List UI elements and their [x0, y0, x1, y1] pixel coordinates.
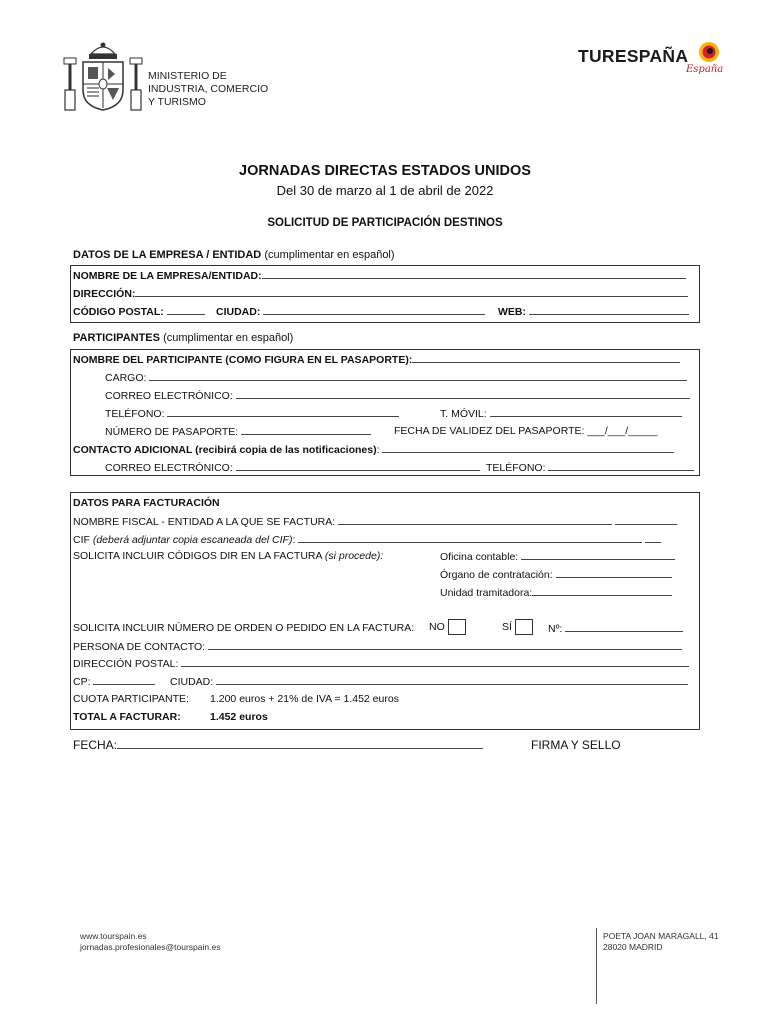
- participantes-heading: [73, 332, 293, 344]
- page-title: JORNADAS DIRECTAS ESTADOS UNIDOS: [239, 163, 531, 179]
- empresa-ciudad-field[interactable]: [216, 304, 485, 319]
- dir-codes-text: SOLICITA INCLUIR CÓDIGOS DIR EN LA FACTURA: [73, 550, 322, 562]
- participantes-heading-note: (cumplimentar en español): [163, 332, 294, 344]
- fact-cp-label: CP:: [73, 676, 91, 688]
- event-dates: Del 30 de marzo al 1 de abril de 2022: [276, 183, 494, 198]
- nombre-fiscal-label: NOMBRE FISCAL - ENTIDAD A LA QUE SE FACTURA:: [73, 516, 336, 528]
- empresa-heading-label: DATOS DE LA EMPRESA / ENTIDAD: [73, 249, 262, 261]
- participante-cargo-label: CARGO:: [105, 372, 147, 384]
- ministry-line-1: MINISTERIO DE: [148, 70, 227, 82]
- participante-correo-label: CORREO ELECTRÓNICO:: [105, 390, 233, 402]
- orden-si-option[interactable]: [502, 619, 533, 635]
- fact-ciudad-field[interactable]: [170, 674, 688, 689]
- empresa-web-label: WEB:: [498, 306, 526, 318]
- direccion-postal-label: DIRECCIÓN POSTAL:: [73, 658, 179, 670]
- contacto-correo-label: CORREO ELECTRÓNICO:: [105, 462, 233, 474]
- orden-numero-label: Nº:: [548, 623, 563, 635]
- contacto-telefono-field[interactable]: [486, 460, 694, 475]
- empresa-heading-note: (cumplimentar en español): [264, 249, 395, 261]
- participante-pasaporte-field[interactable]: [105, 424, 371, 439]
- empresa-direccion-field[interactable]: [73, 286, 688, 301]
- facturacion-heading: DATOS PARA FACTURACIÓN: [73, 497, 220, 509]
- empresa-nombre-field[interactable]: [73, 268, 686, 283]
- nombre-fiscal-field[interactable]: [73, 514, 677, 529]
- fecha-label: FECHA:: [73, 738, 118, 752]
- total-label: TOTAL A FACTURAR:: [73, 711, 181, 723]
- empresa-heading: [73, 249, 395, 261]
- footer-address-line-2: 28020 MADRID: [603, 942, 663, 952]
- participante-correo-field[interactable]: [105, 388, 690, 403]
- sun-icon: [697, 40, 721, 66]
- cif-label: CIF: [73, 534, 90, 546]
- participante-nombre-label: NOMBRE DEL PARTICIPANTE (COMO FIGURA EN EL PASAPORTE):: [73, 354, 413, 366]
- ministry-line-3: Y TURISMO: [148, 96, 206, 108]
- contacto-telefono-label: TELÉFONO:: [486, 462, 546, 474]
- participantes-heading-label: PARTICIPANTES: [73, 332, 160, 344]
- dir-codes-label: [73, 549, 383, 563]
- firma-sello-label: FIRMA Y SELLO: [531, 738, 621, 752]
- participante-telefono-label: TELÉFONO:: [105, 408, 165, 420]
- coat-of-arms-logo: [63, 40, 143, 112]
- orden-si-checkbox[interactable]: [515, 619, 533, 635]
- participante-validez-format: ___/___/_____: [587, 425, 658, 437]
- unidad-tramitadora-label: Unidad tramitadora:: [440, 587, 533, 599]
- organo-contratacion-field[interactable]: [440, 567, 672, 582]
- footer-website[interactable]: www.tourspain.es: [80, 931, 147, 941]
- contacto-adicional-label: CONTACTO ADICIONAL (recibirá copia de las notificaciones): [73, 444, 377, 456]
- footer-contact: [80, 931, 220, 953]
- participante-nombre-field[interactable]: [73, 352, 680, 367]
- turespana-logo: [578, 36, 728, 84]
- participante-cargo-field[interactable]: [105, 370, 687, 385]
- persona-contacto-field[interactable]: [73, 639, 682, 654]
- participante-validez-field[interactable]: [394, 424, 657, 438]
- total-value: 1.452 euros: [210, 711, 268, 723]
- footer-email[interactable]: jornadas.profesionales@tourspain.es: [80, 942, 221, 952]
- orden-no-option[interactable]: [429, 619, 466, 635]
- empresa-web-field[interactable]: [498, 304, 689, 319]
- footer-address-line-1: POETA JOAN MARAGALL, 41: [603, 931, 719, 941]
- fact-ciudad-label: CIUDAD:: [170, 676, 214, 688]
- oficina-contable-label: Oficina contable:: [440, 551, 519, 563]
- oficina-contable-field[interactable]: [440, 549, 675, 564]
- orden-numero-field[interactable]: [548, 621, 683, 636]
- footer-address: [603, 931, 719, 953]
- participante-movil-field[interactable]: [440, 406, 682, 421]
- orden-pedido-label: SOLICITA INCLUIR NÚMERO DE ORDEN O PEDIDO EN LA FACTURA:: [73, 622, 415, 634]
- cuota-label: CUOTA PARTICIPANTE:: [73, 693, 189, 705]
- cif-note: (deberá adjuntar copia escaneada del CIF): [92, 534, 293, 546]
- empresa-nombre-label: NOMBRE DE LA EMPRESA/ENTIDAD:: [73, 270, 262, 282]
- contacto-correo-field[interactable]: [105, 460, 480, 475]
- footer-divider: [596, 928, 597, 1004]
- orden-no-label: NO: [429, 620, 445, 633]
- persona-contacto-label: PERSONA DE CONTACTO:: [73, 641, 206, 653]
- orden-no-checkbox[interactable]: [448, 619, 466, 635]
- direccion-postal-field[interactable]: [73, 656, 689, 671]
- unidad-tramitadora-field[interactable]: [440, 585, 672, 600]
- contacto-adicional-colon: :: [376, 444, 380, 456]
- cif-colon: :: [292, 534, 296, 546]
- brand-espana: España: [686, 64, 724, 75]
- contacto-adicional-field[interactable]: [73, 442, 674, 457]
- organo-contratacion-label: Órgano de contratación:: [440, 569, 553, 581]
- empresa-cp-field[interactable]: [73, 304, 205, 319]
- orden-si-label: SÍ: [502, 620, 512, 633]
- brand-name: TURESPAÑA: [578, 46, 689, 66]
- ministry-line-2: INDUSTRIA, COMERCIO: [148, 83, 269, 95]
- empresa-cp-label: CÓDIGO POSTAL:: [73, 306, 164, 318]
- participante-validez-label: FECHA DE VALIDEZ DEL PASAPORTE:: [394, 425, 585, 437]
- fecha-field[interactable]: [73, 737, 483, 753]
- participante-telefono-field[interactable]: [105, 406, 399, 421]
- ministry-name: [148, 70, 268, 109]
- empresa-ciudad-label: CIUDAD:: [216, 306, 261, 318]
- dir-codes-note: (si procede):: [324, 550, 384, 562]
- fact-cp-field[interactable]: [73, 674, 155, 689]
- cif-field[interactable]: [73, 532, 661, 547]
- participante-pasaporte-label: NÚMERO DE PASAPORTE:: [105, 426, 239, 438]
- participante-movil-label: T. MÓVIL:: [440, 408, 487, 420]
- cuota-value: 1.200 euros + 21% de IVA = 1.452 euros: [210, 693, 399, 705]
- form-subtitle: SOLICITUD DE PARTICIPACIÓN DESTINOS: [267, 217, 503, 229]
- empresa-direccion-label: DIRECCIÓN:: [73, 288, 136, 300]
